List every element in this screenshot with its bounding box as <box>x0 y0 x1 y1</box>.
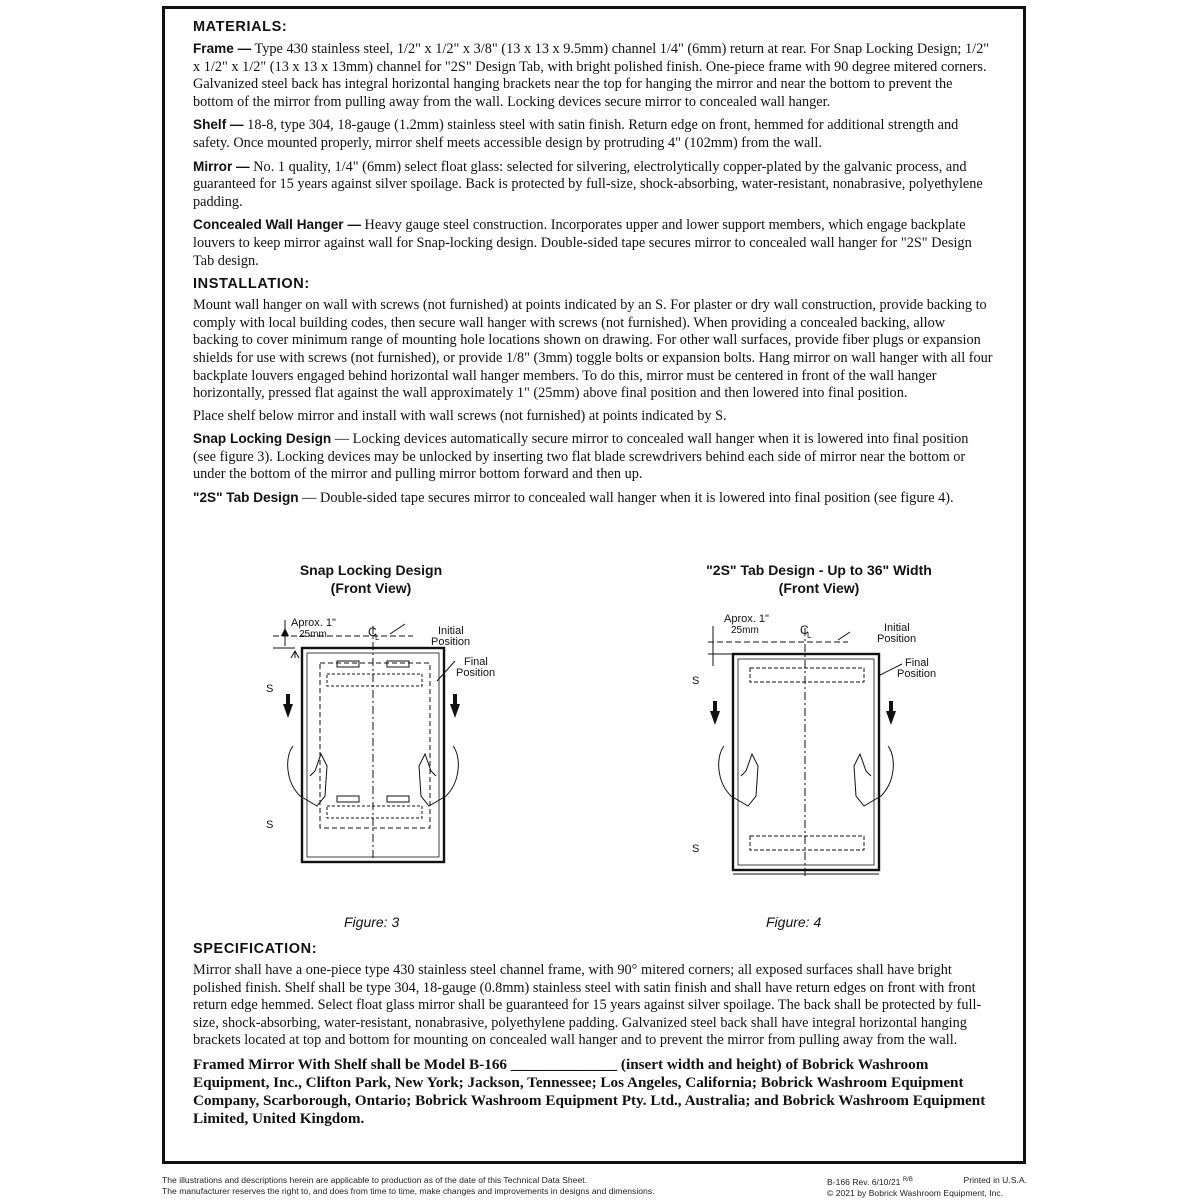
footer-disclaimer <box>162 1175 654 1197</box>
mirror-text: No. 1 quality, 1/4" (6mm) select float glass: selected for silvering, electrolytically copper-plated by the galvanic process, and guaranteed for 15 years against silver spoilage. Back is protected by full-size, shock-absorbing, water-resistant, nonabrasive, polyethylene padding. <box>193 158 983 210</box>
revision: B-166 Rev. 6/10/21 <box>827 1176 901 1187</box>
mirror-paragraph <box>193 158 993 212</box>
figure-3-drawing <box>255 606 505 871</box>
louver <box>337 661 359 667</box>
model-statement: Framed Mirror With Shelf shall be Model B-166 ______________ (insert width and height) of Bobrick Washroom Equipment, Inc., Clifton Park, New York; Jackson, Tennessee; Los Angeles, California; Bobrick Washroom Equipment Company, Scarborough, Ontario; Bobrick Washroom Equipment Pty. Ltd., Australia; and Bobrick Washroom Equipment Limited, United Kingdom. <box>193 1055 986 1127</box>
figure-4-caption: Figure: 4 <box>766 914 822 930</box>
hanger-text: Heavy gauge steel construction. Incorporates upper and lower support members, which engage backplate louvers to keep mirror against wall for Snap-locking design. Double-sided tape secures mirror to concealed wall hanger for "2S" Design Tab design. <box>193 217 972 269</box>
aprox-label: Aprox. 1" <box>291 617 336 629</box>
hanger-label: Concealed Wall Hanger — <box>193 217 361 233</box>
down-arrow-right <box>886 711 896 725</box>
hanger-paragraph <box>193 216 993 270</box>
s-label-top: S <box>692 675 700 687</box>
down-arrow-left <box>283 704 293 718</box>
installation-heading: INSTALLATION: <box>193 276 310 293</box>
footer-rev-line <box>827 1175 1027 1188</box>
initial-leader <box>390 624 405 634</box>
initial-position: Position <box>431 636 471 648</box>
louver <box>387 796 409 802</box>
wall-hanger-outline <box>320 663 430 828</box>
shelf-text: 18-8, type 304, 18-gauge (1.2mm) stainless steel with satin finish. Return edge on front, hemmed for additional strength and safety. Once mounted properly, mirror shelf meets accessible design by protruding 4" (102mm) from the wall. <box>193 117 959 151</box>
copyright: © 2021 by Bobrick Washroom Equipment, Inc. <box>827 1187 1004 1198</box>
figure-3-title-line-1: Snap Locking Design <box>299 562 443 578</box>
down-arrow-right <box>450 704 460 718</box>
mirror-frame-final <box>733 654 879 870</box>
initial-leader <box>838 632 850 640</box>
printed-in: Printed in U.S.A. <box>963 1175 1027 1185</box>
shelf-label: Shelf — <box>193 117 244 133</box>
tab-design-label: "2S" Tab Design <box>193 490 299 506</box>
lower-bracket <box>327 806 422 818</box>
final-label: Final <box>464 656 488 668</box>
tab-design-paragraph <box>193 489 993 508</box>
down-arrow-right-shaft <box>889 701 893 713</box>
centerline-sub: L <box>375 633 380 642</box>
centerline-sub: L <box>807 631 812 640</box>
mirror-label: Mirror — <box>193 158 250 174</box>
footer-line-2: The manufacturer reserves the right to, and does from time to time, make changes and improvements in designs and dimensions. <box>162 1186 655 1196</box>
final-position: Position <box>897 668 937 680</box>
materials-heading: MATERIALS: <box>193 19 288 35</box>
document-body <box>193 18 993 513</box>
s-label-top: S <box>266 683 274 695</box>
shelf-paragraph <box>193 116 993 152</box>
down-arrow-left-shaft <box>713 701 717 713</box>
centerline-label: C <box>368 625 377 639</box>
installation-paragraph-1: Mount wall hanger on wall with screws (not furnished) at points indicated by an S. For plaster or dry wall construction, provide backing to comply with local building codes, then secure wall hanger with screws (not furnished). When providing a concealed backing, allow backing to cover minimum range of mounting hole locations shown on drawing. For other wall surfaces, provide fiber plugs or expansion shields for use with screws (not furnished), or provide 1/8" (3mm) toggle bolts or expansion bolts. Hang mirror on wall hanger with all four backplate louvers engaged behind horizontal wall hanger members. To do this, mirror must be centered in front of the wall hanger horizontally, pressed flat against the wall approximately 1" (25mm) above final position and then lowered into final position. <box>193 297 993 402</box>
s-label-bottom: S <box>266 819 274 831</box>
initial-label: Initial <box>438 625 464 637</box>
figure-4-title-line-2: (Front View) <box>778 580 860 596</box>
frame-paragraph <box>193 40 993 111</box>
specification-section <box>193 940 993 1128</box>
footer-line-1: The illustrations and descriptions herein are applicable to production as of the date of this Technical Data Sheet. <box>162 1175 588 1185</box>
s-label-bottom: S <box>692 843 700 855</box>
louver <box>387 661 409 667</box>
upper-bracket <box>327 674 422 686</box>
final-label: Final <box>905 657 929 669</box>
frame-label: Frame — <box>193 41 252 56</box>
aprox-label: Aprox. 1" <box>724 613 769 625</box>
mm-label: 25mm <box>299 629 327 640</box>
specification-text: Mirror shall have a one-piece type 430 stainless steel channel frame, with 90° mitered corners; all exposed surfaces shall have bright polished finish. Shelf shall be type 304, 18-gauge (0.8mm) stainless steel with satin finish and shall have return edges on front with front return edge hemmed. Select float glass mirror shall be guaranteed for 15 years against silver spoilage. The back shall be protected by full-size, shock-absorbing, water-resistant, nonabrasive, polyethylene padding. Galvanized steel back shall have integral horizontal hanging brackets located at top and bottom for mounting on concealed wall hanger and to prevent the mirror from pulling away from the wall. <box>193 962 982 1049</box>
mirror-frame-inner <box>738 659 874 865</box>
final-leader <box>437 661 455 681</box>
snap-locking-paragraph <box>193 430 993 484</box>
snap-locking-text: — Locking devices automatically secure mirror to concealed wall hanger when it is lowered into final position (see figure 3). Locking devices may be unlocked by inserting two flat blade screwdrivers behind each side of mirror near the bottom or under the bottom of the mirror and pulling mirror bottom forward and then up. <box>193 431 969 483</box>
figure-3-caption: Figure: 3 <box>344 914 400 930</box>
down-arrow-left <box>710 711 720 725</box>
figure-4-title <box>680 561 958 597</box>
installation-paragraph-2: Place shelf below mirror and install with wall screws (not furnished) at points indicated by S. <box>193 407 727 424</box>
figure-3-title-line-2: (Front View) <box>330 580 412 596</box>
dim-arrow <box>281 628 289 636</box>
figure-3-title <box>246 561 496 597</box>
initial-position: Position <box>877 633 917 645</box>
up-arrow <box>291 651 299 658</box>
upper-tab-bracket <box>750 668 864 682</box>
initial-label: Initial <box>884 622 910 634</box>
snap-locking-label: Snap Locking Design <box>193 431 332 447</box>
specification-heading: SPECIFICATION: <box>193 941 318 957</box>
frame-text: Type 430 stainless steel, 1/2" x 1/2" x 3/8" (13 x 13 x 9.5mm) channel 1/4" (6mm) return at rear. For Snap Locking Design; 1/2" x 1/2" x 1/2" (13 x 13 x 13mm) channel for "2S" Design Tab, with bright polished finish. One-piece frame with 90 degree mitered corners. Galvanized steel back has integral horizontal hanging brackets near the top for hanging the mirror and near the bottom to prevent the bottom of the mirror from pulling away from the wall. Locking devices secure mirror to concealed wall hanger. <box>193 41 990 110</box>
tab-design-text: — Double-sided tape secures mirror to concealed wall hanger when it is lowered into final position (see figure 4). <box>298 490 954 507</box>
figure-4-title-line-1: "2S" Tab Design - Up to 36" Width <box>706 562 932 578</box>
louver <box>337 796 359 802</box>
down-arrow-left-shaft <box>286 694 290 706</box>
centerline-label: C <box>800 623 809 637</box>
mm-label: 25mm <box>731 625 759 636</box>
revision-sup: R/B <box>902 1177 913 1183</box>
final-position: Position <box>456 667 496 679</box>
figure-4-drawing <box>688 606 938 881</box>
down-arrow-right-shaft <box>453 694 457 706</box>
lower-tab-bracket <box>750 836 864 850</box>
footer-right <box>827 1175 1027 1199</box>
